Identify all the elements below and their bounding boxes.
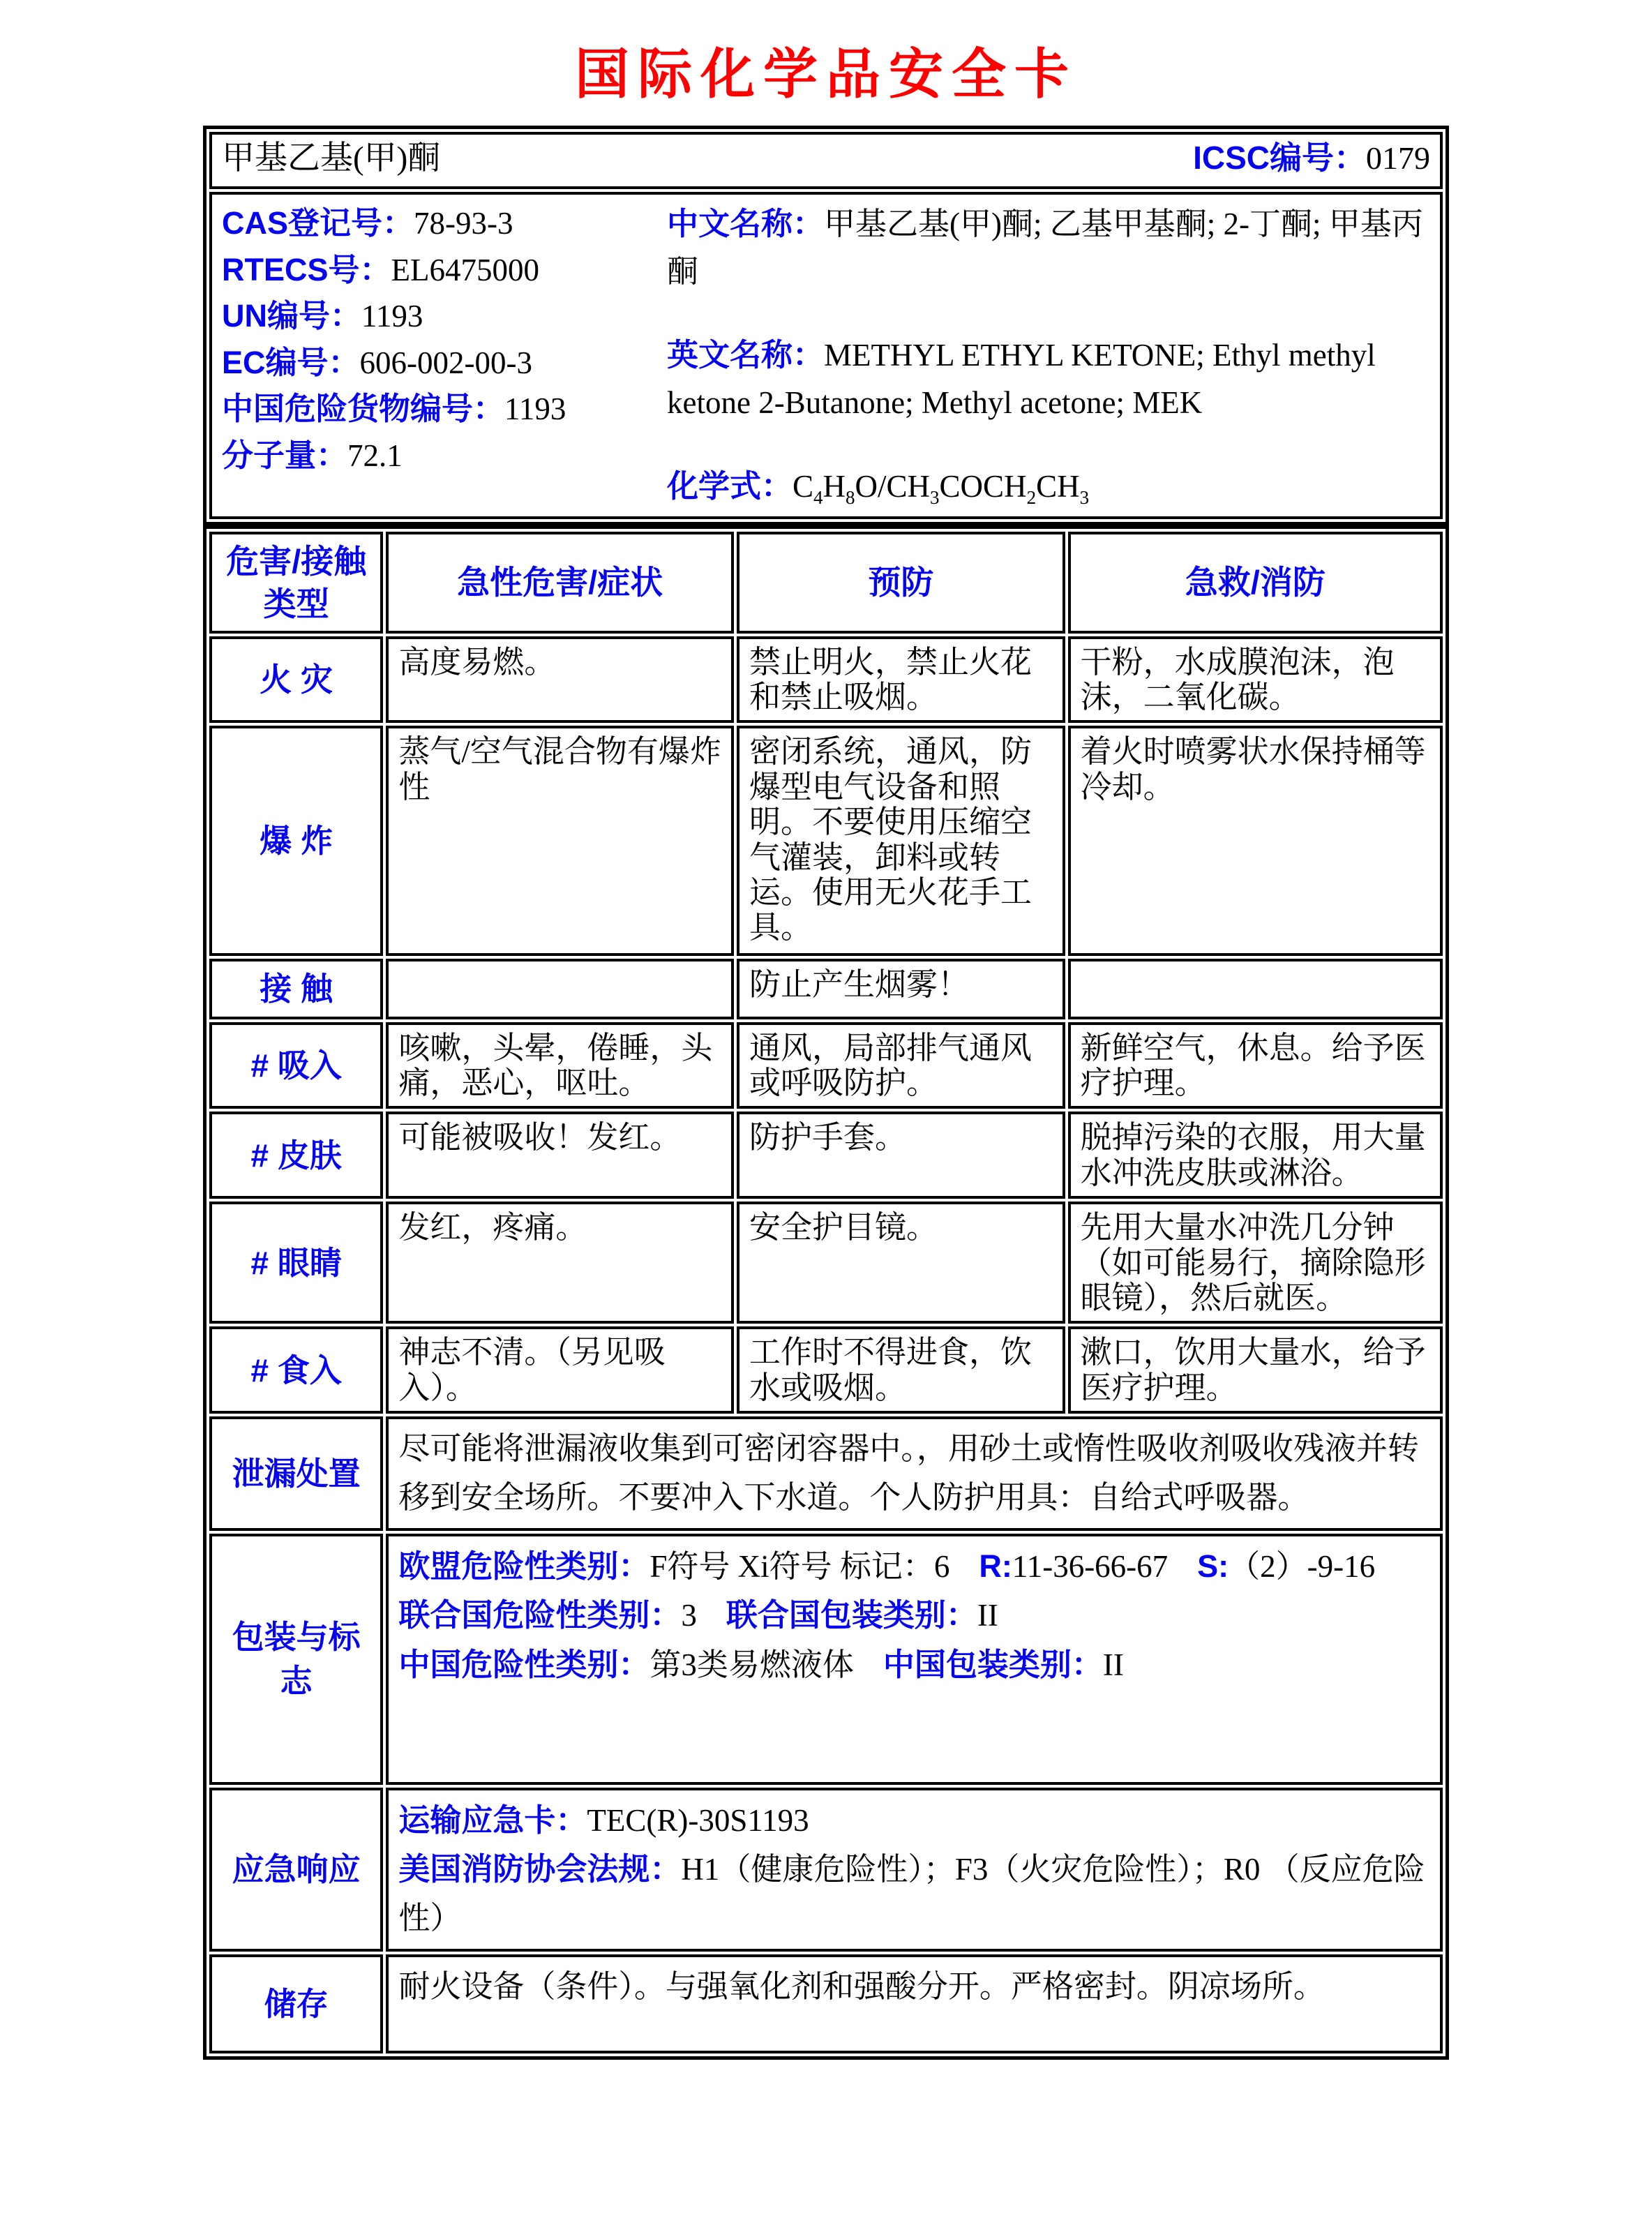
cn-class-label: 中国危险性类别： bbox=[398, 1647, 650, 1683]
eyes-prevention-cell: 安全护目镜。 bbox=[737, 1202, 1065, 1324]
spill-label: 泄漏处置 bbox=[209, 1416, 383, 1531]
inhalation-firstaid-cell: 新鲜空气，休息。给予医疗护理。 bbox=[1068, 1022, 1443, 1109]
chemical-name: 甲基乙基(甲)酮 bbox=[222, 140, 441, 177]
eyes-type-label: # 眼睛 bbox=[209, 1202, 383, 1324]
explosion-prevention-cell: 密闭系统，通风，防爆型电气设备和照明。不要使用压缩空气灌装，卸料或转运。使用无火花手工具。 bbox=[737, 726, 1065, 956]
eu-class-label: 欧盟危险性类别： bbox=[398, 1548, 650, 1584]
inhalation-symptoms-cell: 咳嗽，头晕，倦睡，头痛，恶心，呕吐。 bbox=[386, 1022, 734, 1109]
chemical-name-row bbox=[209, 132, 1443, 189]
icsc-value: 0179 bbox=[1366, 140, 1430, 176]
skin-prevention-cell: 防护手套。 bbox=[737, 1112, 1065, 1199]
icsc-number bbox=[1193, 140, 1430, 177]
cn-name-label: 中文名称： bbox=[667, 206, 825, 241]
nfpa-value: H1（健康危险性）；F3（火灾危险性）；R0 （反应危险性） bbox=[398, 1852, 1425, 1936]
fire-firstaid-cell: 干粉，水成膜泡沫，泡沫，二氧化碳。 bbox=[1068, 636, 1443, 724]
r-phrase-label: R: bbox=[979, 1548, 1012, 1584]
names-block bbox=[660, 200, 1430, 511]
storage-row bbox=[209, 1954, 1443, 2053]
contact-prevention-cell: 防止产生烟雾！ bbox=[737, 959, 1065, 1019]
emergency-row bbox=[209, 1788, 1443, 1952]
symptoms-header: 急性危害/症状 bbox=[386, 532, 734, 634]
s-phrase-label: S: bbox=[1197, 1548, 1229, 1584]
storage-text-cell: 耐火设备（条件）。与强氧化剂和强酸分开。严格密封。阴凉场所。 bbox=[386, 1954, 1443, 2053]
tec-card-line bbox=[398, 1796, 1430, 1846]
ingestion-symptoms-cell: 神志不清。（另见吸入）。 bbox=[386, 1326, 734, 1414]
identifier-list bbox=[222, 200, 660, 511]
cas-value: 78-93-3 bbox=[414, 206, 513, 241]
chemical-formula: $C_4H_8O/CH_3COCH_2CH_3$ bbox=[793, 469, 1090, 508]
un-class-line bbox=[398, 1591, 1430, 1640]
tec-card-value: TEC(R)-30S1193 bbox=[587, 1802, 809, 1838]
rtecs-label: RTECS号： bbox=[222, 251, 391, 287]
ec-value: 606-002-00-3 bbox=[359, 345, 532, 380]
cn-name-value: 甲基乙基(甲)酮; 乙基甲基酮; 2-丁酮; 甲基丙酮 bbox=[667, 207, 1423, 289]
packaging-row bbox=[209, 1534, 1443, 1785]
un-class-value: 3 bbox=[681, 1598, 697, 1633]
explosion-firstaid-cell: 着火时喷雾状水保持桶等冷却。 bbox=[1068, 726, 1443, 956]
nfpa-label: 美国消防协会法规： bbox=[398, 1851, 682, 1887]
china-dg-label: 中国危险货物编号： bbox=[222, 391, 505, 427]
un-value: 1193 bbox=[361, 299, 423, 334]
rtecs-value: EL6475000 bbox=[391, 252, 539, 287]
tec-card-label: 运输应急卡： bbox=[398, 1802, 587, 1838]
identity-details-row bbox=[209, 192, 1443, 519]
cn-class-line bbox=[398, 1640, 1430, 1690]
hazard-type-header: 危害/接触 类型 bbox=[209, 532, 383, 634]
eu-class-line bbox=[398, 1542, 1382, 1592]
molweight-value: 72.1 bbox=[347, 437, 403, 473]
formula-label: 化学式： bbox=[667, 468, 793, 504]
skin-symptoms-cell: 可能被吸收！发红。 bbox=[386, 1112, 734, 1199]
packaging-content-cell bbox=[386, 1534, 1443, 1785]
r-phrase-value: 11-36-66-67 bbox=[1012, 1548, 1169, 1584]
firstaid-header: 急救/消防 bbox=[1068, 532, 1443, 634]
inhalation-prevention-cell: 通风，局部排气通风或呼吸防护。 bbox=[737, 1022, 1065, 1109]
hazard-row-skin bbox=[209, 1112, 1443, 1199]
s-phrase-value: （2）-9-16 bbox=[1229, 1548, 1376, 1584]
ingestion-firstaid-cell: 漱口，饮用大量水，给予医疗护理。 bbox=[1068, 1326, 1443, 1414]
hazard-row-contact bbox=[209, 959, 1443, 1019]
un-label: UN编号： bbox=[222, 298, 361, 334]
skin-type-label: # 皮肤 bbox=[209, 1112, 383, 1199]
prevention-header: 预防 bbox=[737, 532, 1065, 634]
en-name-label: 英文名称： bbox=[667, 337, 825, 373]
contact-firstaid-cell bbox=[1068, 959, 1443, 1019]
cn-class-value: 第3类易燃液体 bbox=[649, 1647, 854, 1683]
explosion-symptoms-cell: 蒸气/空气混合物有爆炸性 bbox=[386, 726, 734, 956]
hazard-row-fire bbox=[209, 636, 1443, 724]
hazard-row-eyes bbox=[209, 1202, 1443, 1324]
chinese-name-paragraph bbox=[667, 200, 1430, 295]
ec-label: EC编号： bbox=[222, 344, 360, 380]
eyes-firstaid-cell: 先用大量水冲洗几分钟（如可能易行，摘除隐形眼镜），然后就医。 bbox=[1068, 1202, 1443, 1324]
ingestion-prevention-cell: 工作时不得进食，饮水或吸烟。 bbox=[737, 1326, 1065, 1414]
fire-type-label: 火 灾 bbox=[209, 636, 383, 724]
un-class-label: 联合国危险性类别： bbox=[398, 1597, 682, 1633]
fire-symptoms-cell: 高度易燃。 bbox=[386, 636, 734, 724]
eyes-symptoms-cell: 发红，疼痛。 bbox=[386, 1202, 734, 1324]
identifier-cas bbox=[222, 200, 660, 247]
hazard-row-explosion bbox=[209, 726, 1443, 956]
identifier-ec bbox=[222, 340, 660, 387]
en-name-value: METHYL ETHYL KETONE; Ethyl methyl ketone 2-Butanone; Methyl acetone; MEK bbox=[667, 338, 1376, 420]
page-title: 国际化学品安全卡 bbox=[574, 43, 1077, 105]
china-dg-value: 1193 bbox=[504, 391, 566, 427]
emergency-content-cell bbox=[386, 1788, 1443, 1952]
formula-paragraph bbox=[667, 463, 1430, 511]
spill-row bbox=[209, 1416, 1443, 1531]
hazard-header-row bbox=[209, 532, 1443, 634]
un-pack-label: 联合国包装类别： bbox=[726, 1597, 977, 1633]
ingestion-type-label: # 食入 bbox=[209, 1326, 383, 1414]
identifier-un bbox=[222, 293, 660, 340]
icsc-label: ICSC编号： bbox=[1193, 140, 1366, 176]
contact-symptoms-cell bbox=[386, 959, 734, 1019]
packaging-label: 包装与标志 bbox=[209, 1534, 383, 1785]
explosion-type-label: 爆 炸 bbox=[209, 726, 383, 956]
cas-label: CAS登记号： bbox=[222, 205, 414, 241]
identity-table bbox=[203, 126, 1449, 525]
identifier-rtecs bbox=[222, 247, 660, 294]
identifier-china-dg bbox=[222, 386, 660, 433]
contact-type-label: 接 触 bbox=[209, 959, 383, 1019]
nfpa-line bbox=[398, 1845, 1430, 1943]
safety-card bbox=[203, 126, 1449, 2060]
storage-label: 储存 bbox=[209, 1954, 383, 2053]
inhalation-type-label: # 吸入 bbox=[209, 1022, 383, 1109]
identifier-molweight bbox=[222, 433, 660, 479]
eu-class-value: F符号 Xi符号 标记：6 bbox=[649, 1548, 950, 1584]
cn-pack-label: 中国包装类别： bbox=[883, 1647, 1103, 1683]
hazard-table bbox=[203, 525, 1449, 2060]
un-pack-value: II bbox=[977, 1598, 998, 1633]
spill-text-cell: 尽可能将泄漏液收集到可密闭容器中。，用砂土或惰性吸收剂吸收残液并转移到安全场所。不要冲入下水道。个人防护用具：自给式呼吸器。 bbox=[386, 1416, 1443, 1531]
molweight-label: 分子量： bbox=[222, 437, 348, 473]
emergency-label: 应急响应 bbox=[209, 1788, 383, 1952]
cn-pack-value: II bbox=[1102, 1647, 1124, 1683]
hazard-row-ingestion bbox=[209, 1326, 1443, 1414]
english-name-paragraph bbox=[667, 331, 1430, 426]
skin-firstaid-cell: 脱掉污染的衣服，用大量水冲洗皮肤或淋浴。 bbox=[1068, 1112, 1443, 1199]
fire-prevention-cell: 禁止明火，禁止火花和禁止吸烟。 bbox=[737, 636, 1065, 724]
hazard-row-inhalation bbox=[209, 1022, 1443, 1109]
